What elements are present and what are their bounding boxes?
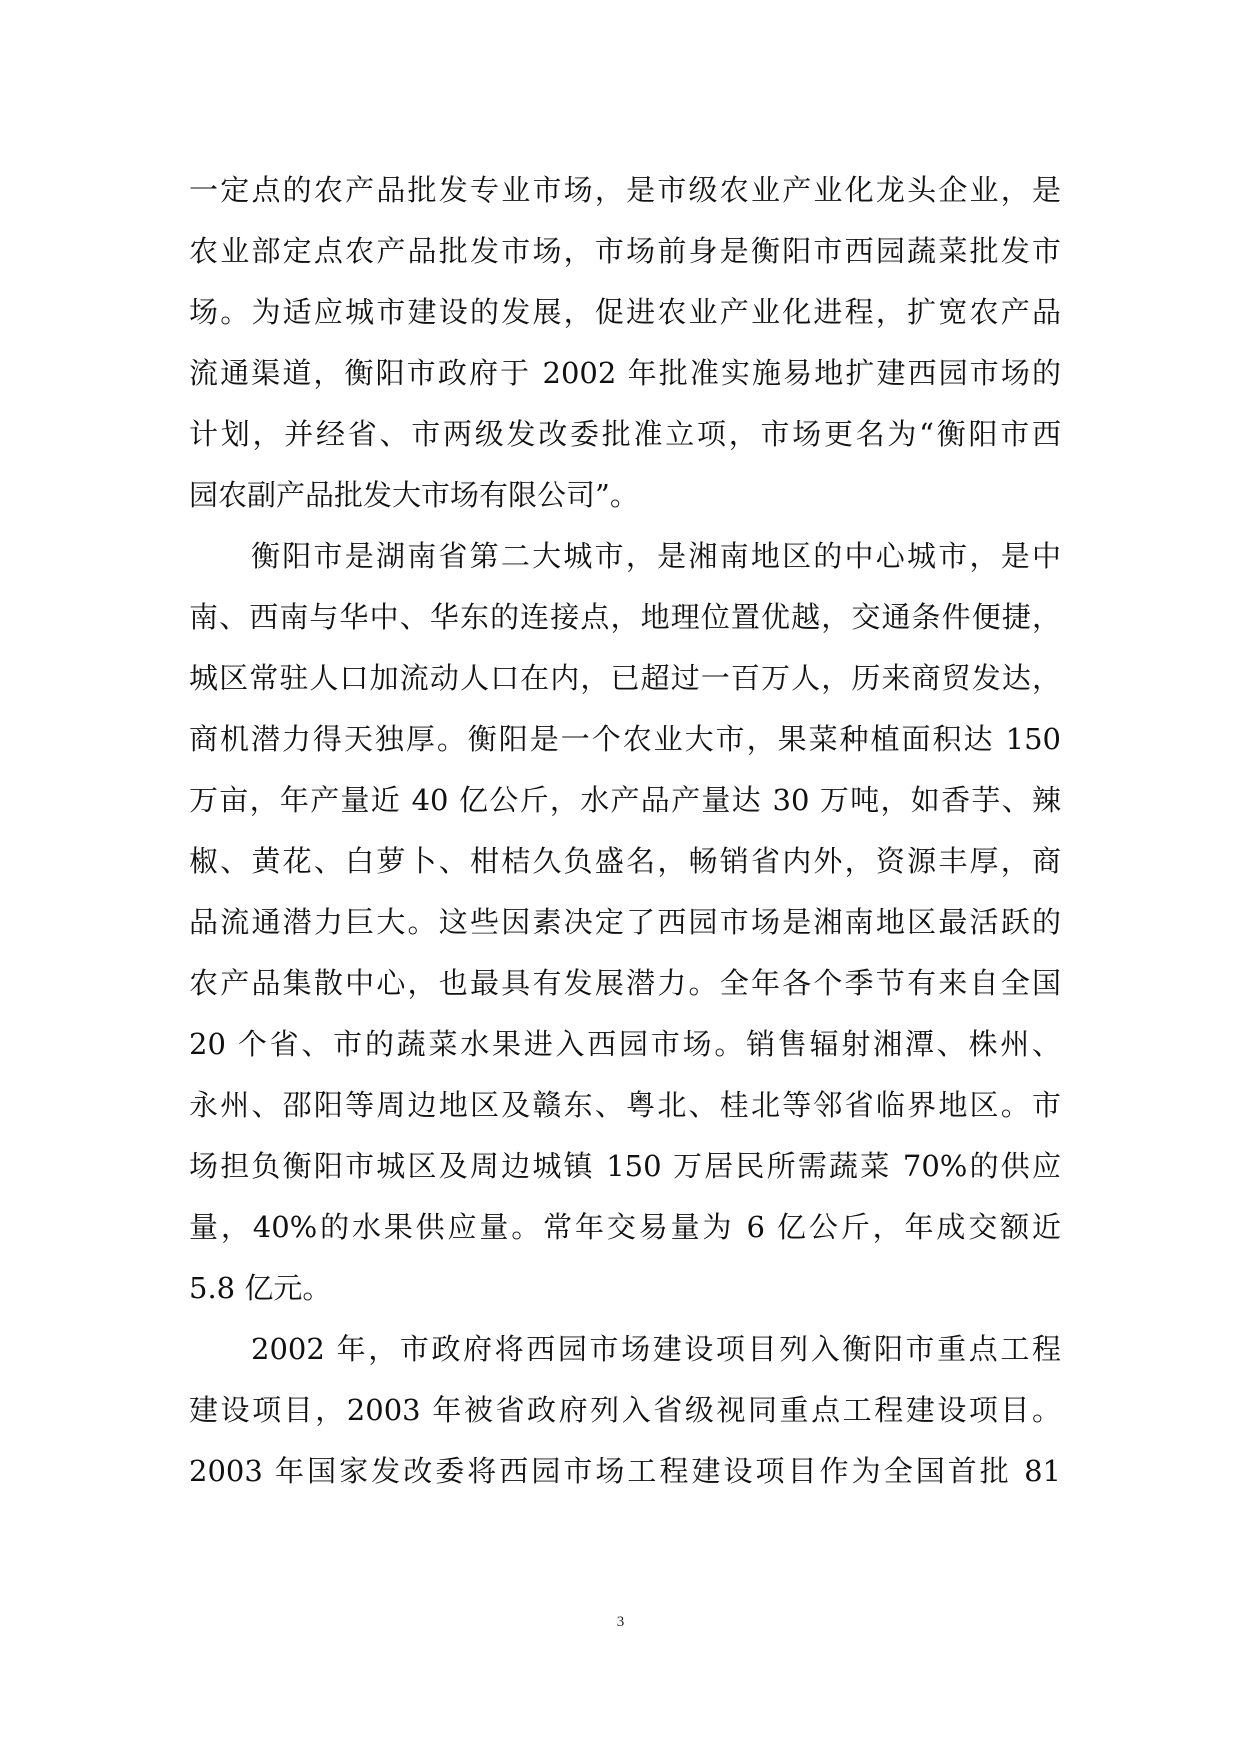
page-number: 3 — [616, 1614, 625, 1630]
text-line: 永州、邵阳等周边地区及赣东、粤北、桂北等邻省临界地区。市 — [189, 1088, 1061, 1122]
text-line: 农业部定点农产品批发市场，市场前身是衡阳市西园蔬菜批发市 — [189, 234, 1061, 268]
text-line: 农产品集散中心，也最具有发展潜力。全年各个季节有来自全国 — [189, 966, 1061, 1000]
text-line: 流通渠道，衡阳市政府于 2002 年批准实施易地扩建西园市场的 — [189, 356, 1061, 390]
text-line: 2002 年，市政府将西园市场建设项目列入衡阳市重点工程 — [251, 1332, 1061, 1366]
text-line: 2003 年国家发改委将西园市场工程建设项目作为全国首批 81 — [189, 1454, 1061, 1488]
text-line: 建设项目，2003 年被省政府列入省级视同重点工程建设项目。 — [189, 1393, 1061, 1427]
body-text — [189, 160, 1061, 1502]
text-line: 计划，并经省、市两级发改委批准立项，市场更名为“衡阳市西 — [189, 417, 1061, 451]
text-line: 20 个省、市的蔬菜水果进入西园市场。销售辐射湘潭、株州、 — [189, 1027, 1061, 1061]
text-line: 量，40%的水果供应量。常年交易量为 6 亿公斤，年成交额近 — [189, 1210, 1061, 1244]
text-line: 场。为适应城市建设的发展，促进农业产业化进程，扩宽农产品 — [189, 295, 1061, 329]
text-line: 品流通潜力巨大。这些因素决定了西园市场是湘南地区最活跃的 — [189, 905, 1061, 939]
text-line: 商机潜力得天独厚。衡阳是一个农业大市，果菜种植面积达 150 — [189, 722, 1061, 756]
text-line: 椒、黄花、白萝卜、柑桔久负盛名，畅销省内外，资源丰厚，商 — [189, 844, 1061, 878]
text-line: 南、西南与华中、华东的连接点，地理位置优越，交通条件便捷， — [189, 600, 1061, 634]
text-line: 万亩，年产量近 40 亿公斤，水产品产量达 30 万吨，如香芋、辣 — [189, 783, 1061, 817]
text-line: 园农副产品批发大市场有限公司”。 — [189, 478, 639, 512]
text-line: 一定点的农产品批发专业市场，是市级农业产业化龙头企业，是 — [189, 173, 1061, 207]
text-line: 5.8 亿元。 — [189, 1271, 332, 1305]
text-line: 衡阳市是湖南省第二大城市，是湘南地区的中心城市，是中 — [251, 539, 1061, 573]
text-line: 城区常驻人口加流动人口在内，已超过一百万人，历来商贸发达， — [189, 661, 1061, 695]
text-line: 场担负衡阳市城区及周边城镇 150 万居民所需蔬菜 70%的供应 — [189, 1149, 1061, 1183]
